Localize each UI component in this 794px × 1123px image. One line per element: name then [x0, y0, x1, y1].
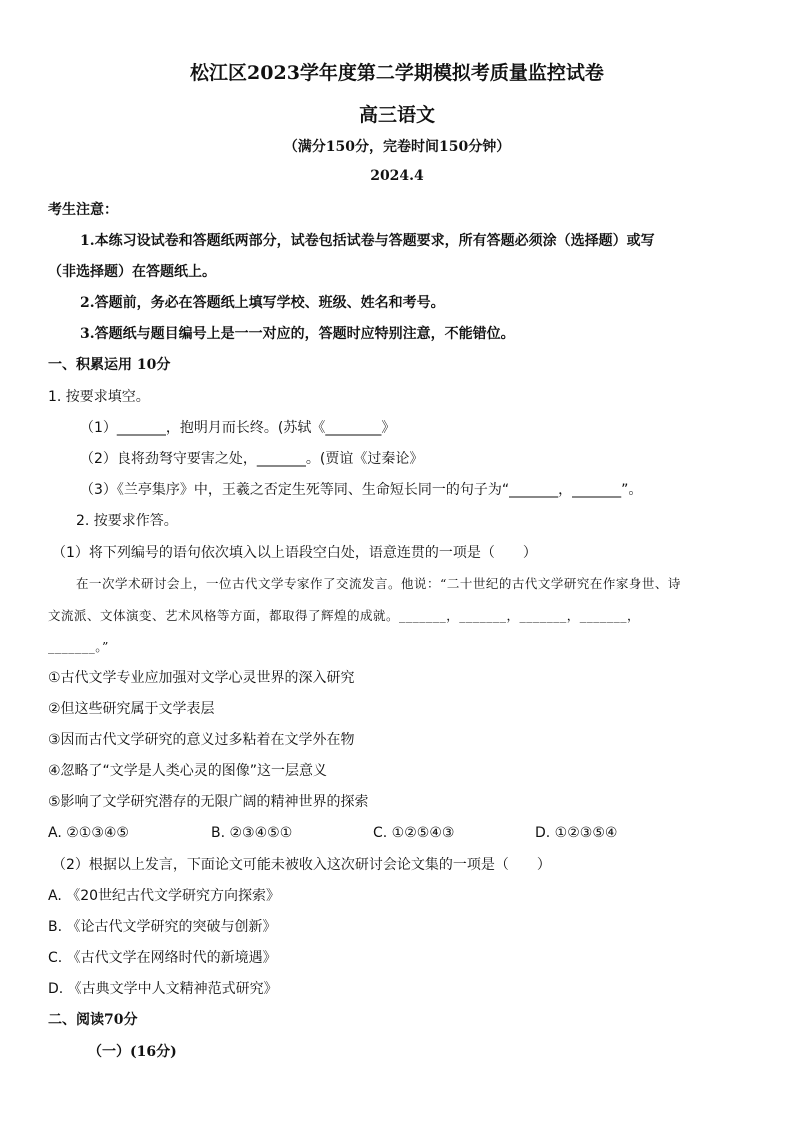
question-2-2-prompt: （2）根据以上发言，下面论文可能未被收入这次研讨会论文集的一项是（ ）	[52, 857, 551, 873]
sentence-4: ④忽略了“文学是人类心灵的图像”这一层意义	[48, 763, 328, 779]
choice-1-c: C. ①②⑤④③	[373, 825, 455, 841]
choice-1-a: A. ②①③④⑤	[48, 825, 129, 841]
section-1-heading: 一、积累运用 10分	[48, 357, 171, 373]
question-1-label: 1. 按要求填空。	[48, 389, 150, 405]
exam-date: 2024.4	[370, 168, 424, 184]
notice-item-1-line-2: （非选择题）在答题纸上。	[48, 264, 216, 280]
choice-1-d: D. ①②③⑤④	[535, 825, 618, 841]
question-1-part-2: （2）良将劲弩守要害之处，_______。(贾谊《过秦论》	[80, 451, 424, 467]
passage-line-2: 文流派、文体演变、艺术风格等方面，都取得了辉煌的成就。_______，_______，_______，_______，	[48, 608, 641, 623]
question-2-label: 2. 按要求作答。	[76, 513, 178, 529]
section-2-heading: 二、阅读70分	[48, 1012, 138, 1028]
choice-1-b: B. ②③④⑤①	[211, 825, 293, 841]
notice-item-1-line-1: 1.本练习设试卷和答题纸两部分，试卷包括试卷与答题要求，所有答题必须涂（选择题）或写	[80, 233, 655, 249]
sentence-3: ③因而古代文学研究的意义过多粘着在文学外在物	[48, 732, 355, 748]
score-time-note: （满分150分，完卷时间150分钟）	[283, 139, 511, 155]
question-1-part-3: （3）《兰亭集序》中，王羲之否定生死等同、生命短长同一的句子为“_______，_______”。	[80, 482, 643, 498]
exam-subject: 高三语文	[358, 104, 435, 126]
choice-2-a: A. 《20世纪古代文学研究方向探索》	[48, 888, 281, 904]
passage-line-1: 在一次学术研讨会上，一位古代文学专家作了交流发言。他说：“二十世纪的古代文学研究在作家身世、诗	[76, 576, 681, 591]
exam-title: 松江区2023学年度第二学期模拟考质量监控试卷	[190, 62, 604, 84]
section-2-sub-1: （一）(16分)	[88, 1044, 177, 1060]
choice-2-c: C. 《古代文学在网络时代的新境遇》	[48, 950, 277, 966]
sentence-1: ①古代文学专业应加强对文学心灵世界的深入研究	[48, 670, 355, 686]
sentence-5: ⑤影响了文学研究潜存的无限广阔的精神世界的探索	[48, 794, 369, 810]
notice-heading: 考生注意：	[48, 202, 118, 218]
passage-line-3: _______。”	[48, 639, 109, 654]
question-2-1-prompt: （1）将下列编号的语句依次填入以上语段空白处，语意连贯的一项是（ ）	[52, 545, 537, 561]
choice-2-b: B. 《论古代文学研究的突破与创新》	[48, 919, 277, 935]
notice-item-2: 2.答题前，务必在答题纸上填写学校、班级、姓名和考号。	[80, 295, 445, 311]
choice-2-d: D. 《古典文学中人文精神范式研究》	[48, 981, 278, 997]
question-1-part-1: （1）_______，抱明月而长终。(苏轼《________》	[80, 420, 396, 436]
notice-item-3: 3.答题纸与题目编号上是一一对应的，答题时应特别注意，不能错位。	[80, 326, 515, 342]
sentence-2: ②但这些研究属于文学表层	[48, 701, 215, 717]
